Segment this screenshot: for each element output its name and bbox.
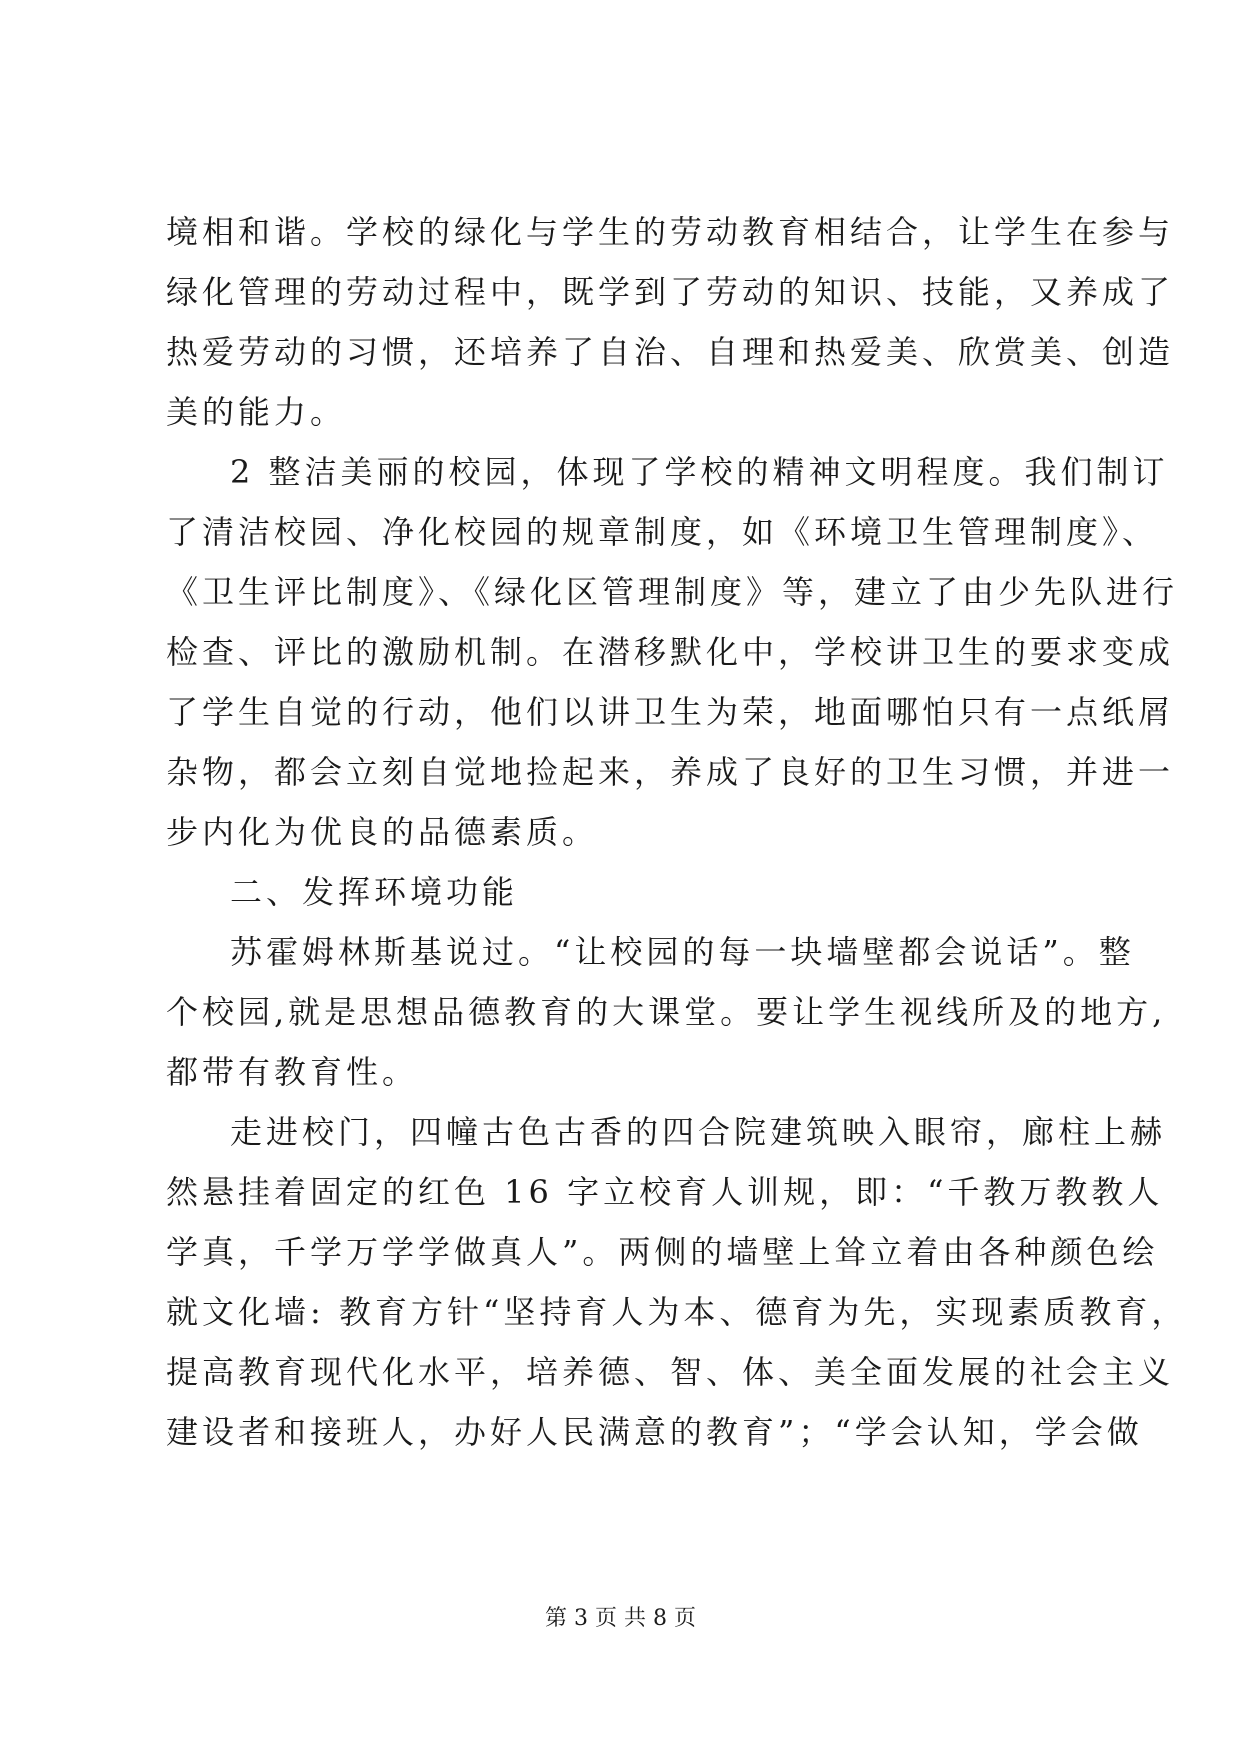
text-line: 检查、评比的激励机制。在潜移默化中，学校讲卫生的要求变成 xyxy=(166,633,1175,671)
paragraph-start-line: 走进校门，四幢古色古香的四合院建筑映入眼帘，廊柱上赫 xyxy=(230,1113,1167,1151)
text-line: 建设者和接班人，办好人民满意的教育”；“学会认知，学会做 xyxy=(166,1413,1143,1451)
page-number-footer: 第 3 页 共 8 页 xyxy=(545,1606,696,1631)
text-line: 个校园,就是思想品德教育的大课堂。要让学生视线所及的地方, xyxy=(166,993,1167,1031)
text-line: 境相和谐。学校的绿化与学生的劳动教育相结合，让学生在参与 xyxy=(166,213,1175,251)
text-line: 就文化墙: 教育方针“坚持育人为本、德育为先，实现素质教育， xyxy=(166,1293,1188,1331)
section-heading: 二、发挥环境功能 xyxy=(230,873,519,911)
text-line: 绿化管理的劳动过程中，既学到了劳动的知识、技能，又养成了 xyxy=(166,273,1175,311)
document-body xyxy=(166,202,1188,1462)
text-line: 都带有教育性。 xyxy=(166,1053,419,1091)
text-line: 了学生自觉的行动，他们以讲卫生为荣，地面哪怕只有一点纸屑 xyxy=(166,693,1175,731)
text-line: 了清洁校园、净化校园的规章制度，如《环境卫生管理制度》、 xyxy=(166,513,1159,551)
text-line: 提高教育现代化水平，培养德、智、体、美全面发展的社会主义 xyxy=(166,1353,1175,1391)
text-line: 热爱劳动的习惯，还培养了自治、自理和热爱美、欣赏美、创造 xyxy=(166,333,1175,371)
text-line: 步内化为优良的品德素质。 xyxy=(166,813,599,851)
paragraph-start-line: 苏霍姆林斯基说过。“让校园的每一块墙壁都会说话”。整 xyxy=(230,933,1135,971)
text-line: 美的能力。 xyxy=(166,393,347,431)
text-line: 学真，千学万学学做真人”。两侧的墙壁上耸立着由各种颜色绘 xyxy=(166,1233,1159,1271)
text-line: 然悬挂着固定的红色 16 字立校育人训规，即：“千教万教教人 xyxy=(166,1173,1164,1211)
text-line: 《卫生评比制度》、《绿化区管理制度》等，建立了由少先队进行 xyxy=(166,573,1179,611)
paragraph-start-line: 2 整洁美丽的校园，体现了学校的精神文明程度。我们制订 xyxy=(230,453,1169,491)
text-line: 杂物，都会立刻自觉地捡起来，养成了良好的卫生习惯，并进一 xyxy=(166,753,1175,791)
